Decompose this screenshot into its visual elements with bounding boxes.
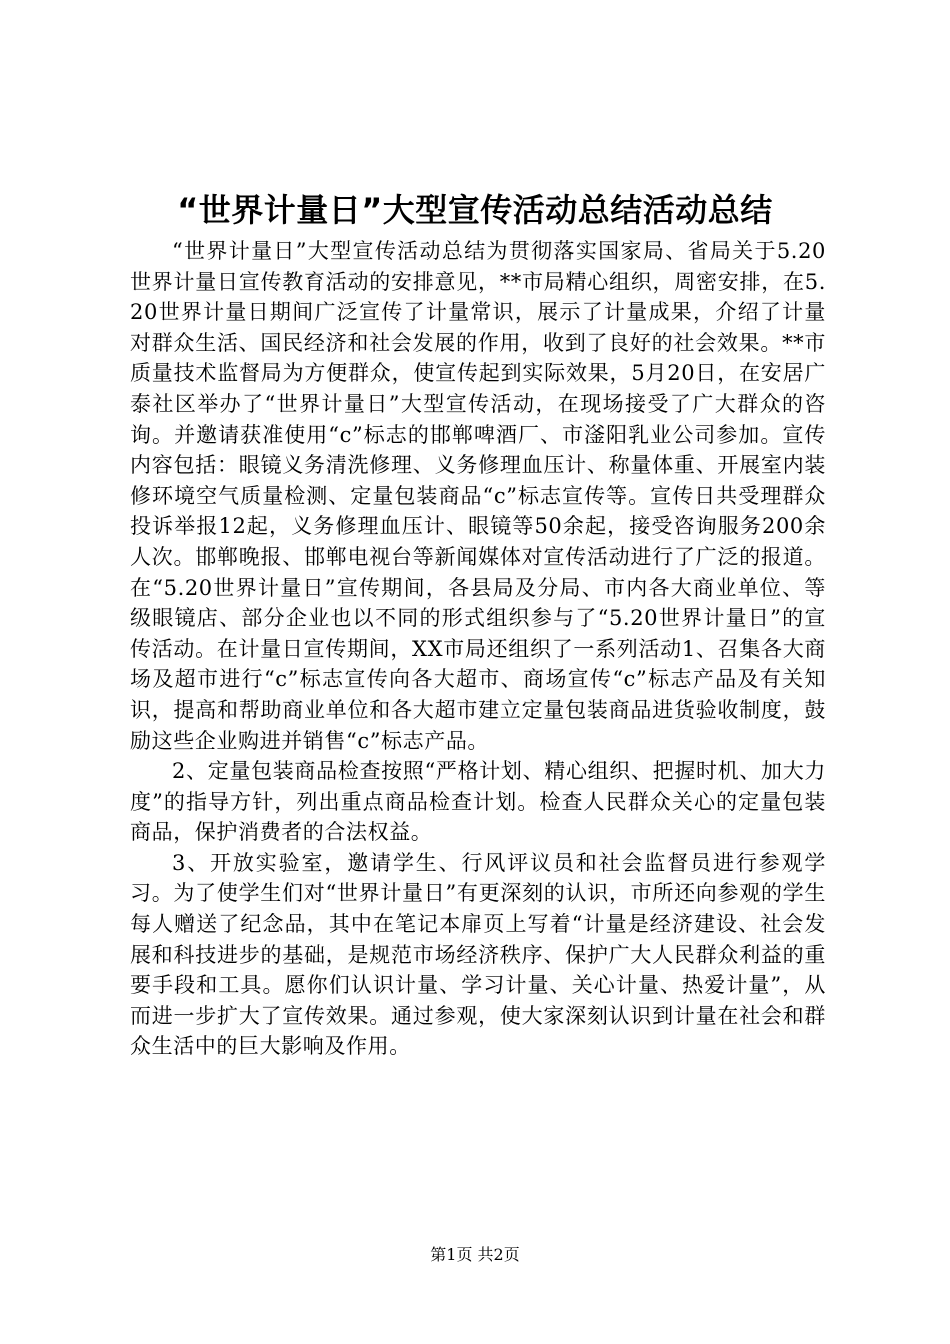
document-title: “世界计量日”大型宣传活动总结活动总结 <box>177 191 773 229</box>
page-number-footer: 第1页 共2页 <box>430 1245 520 1264</box>
paragraph-2: 2、定量包装商品检查按照“严格计划、精心组织、把握时机、加大力度”的指导方针，列出重点商品检查计划。检查人民群众关心的定量包装商品，保护消费者的合法权益。 <box>130 759 826 845</box>
paragraph-1: “世界计量日”大型宣传活动总结为贯彻落实国家局、省局关于5.20世界计量日宣传教育活动的安排意见，**市局精心组织，周密安排，在5.20世界计量日期间广泛宣传了计量常识，展示了计量成果，介绍了计量对群众生活、国民经济和社会发展的作用，收到了良好的社会效果。**市质量技术监督局为方便群众，使宣传起到实际效果，5月20日，在安居广泰社区举办了“世界计量日”大型宣传活动，在现场接受了广大群众的咨询。并邀请获准使用“c”标志的邯郸啤酒厂、市滏阳乳业公司参加。宣传内容包括：眼镜义务清洗修理、义务修理血压计、称量体重、开展室内装修环境空气质量检测、定量包装商品“c”标志宣传等。宣传日共受理群众投诉举报12起，义务修理血压计、眼镜等50余起，接受咨询服务200余人次。邯郸晚报、邯郸电视台等新闻媒体对宣传活动进行了广泛的报道。在“5.20世界计量日”宣传期间，各县局及分局、市内各大商业单位、等级眼镜店、部分企业也以不同的形式组织参与了“5.20世界计量日”的宣传活动。在计量日宣传期间，XX市局还组织了一系列活动1、召集各大商场及超市进行“c”标志宣传向各大超市、商场宣传“c”标志产品及有关知识，提高和帮助商业单位和各大超市建立定量包装商品进货验收制度，鼓励这些企业购进并销售“c”标志产品。 <box>130 239 826 753</box>
document-body <box>130 236 826 1062</box>
paragraph-3: 3、开放实验室，邀请学生、行风评议员和社会监督员进行参观学习。为了使学生们对“世界计量日”有更深刻的认识，市所还向参观的学生每人赠送了纪念品，其中在笔记本扉页上写着“计量是经济建设、社会发展和科技进步的基础，是规范市场经济秩序、保护广大人民群众利益的重要手段和工具。愿你们认识计量、学习计量、关心计量、热爱计量”，从而进一步扩大了宣传效果。通过参观，使大家深刻认识到计量在社会和群众生活中的巨大影响及作用。 <box>130 850 826 1059</box>
